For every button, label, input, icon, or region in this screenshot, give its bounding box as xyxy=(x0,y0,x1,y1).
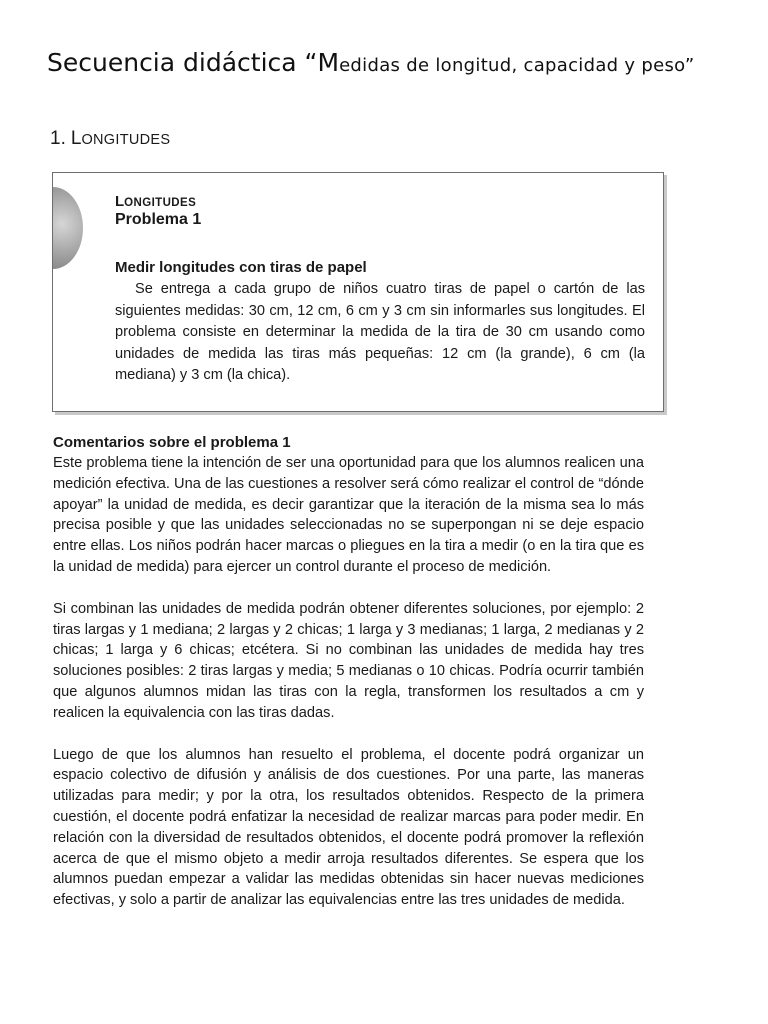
problem-kicker-rest: ONGITUDES xyxy=(124,197,197,209)
problem-box xyxy=(52,172,664,412)
document-title-rest: edidas de longitud, capacidad y peso” xyxy=(339,55,695,76)
problem-subtitle: Medir longitudes con tiras de papel xyxy=(115,259,367,276)
problem-kicker-initial: L xyxy=(115,193,125,210)
comments-paragraph: Este problema tiene la intención de ser una oportunidad para que los alumnos realicen una medición efectiva. Una de las cuestiones a resolver será cómo realizar el control de “dónde apoyar” la unidad de medida, es decir garantizar que la iteración de la misma sea lo más precisa posible y que las unidades seleccionadas no se superpongan ni se deje espacio entre ellas. Los niños podrán hacer marcas o pliegues en la tira a medir (o en la tira que es la unidad de medida) para ejercer un control durante el proceso de medición. xyxy=(53,455,644,575)
document-title-lead: Secuencia didáctica “M xyxy=(47,48,340,77)
problem-label: Problema 1 xyxy=(115,211,202,228)
comments-section xyxy=(53,432,644,911)
document-title xyxy=(47,42,737,84)
comments-paragraph: Luego de que los alumnos han resuelto el problema, el docente podrá organizar un espacio colectivo de difusión y análisis de dos cuestiones. Por una parte, las maneras utilizadas para medir; y por la otra, los resultados obtenidos. Respecto de la primera cuestión, el docente podrá enfatizar la necesidad de realizar marcas para poder medir. En relación con la diversidad de resultados obtenidos, el docente podrá promover la reflexión acerca de que el mismo objeto a medir arroja resultados diferentes. Se espera que los alumnos puedan empezar a validar las medidas obtenidas sin hacer nuevas mediciones efectivas, y solo a partir de analizar las equivalencias entre las tres unidades de medida. xyxy=(53,746,644,909)
section-number: 1. xyxy=(50,128,66,149)
problem-body: Se entrega a cada grupo de niños cuatro tiras de papel o cartón de las siguientes medidas: 30 cm, 12 cm, 6 cm y 3 cm sin informarles sus longitudes. El problema consiste en determinar la medida de la tira de 30 cm usando como unidades de medida las tiras más pequeñas: 12 cm (la grande), 6 cm (la mediana) y 3 cm (la chica). xyxy=(115,281,645,384)
comments-paragraph: Si combinan las unidades de medida podrán obtener diferentes soluciones, por ejemplo: 2 tiras largas y 1 mediana; 2 largas y 2 chicas; 1 larga y 3 medianas; 1 larga, 2 medianas y 2 chicas; 1 larga y 6 chicas; etcétera. Si no combinan las unidades de medida hay tres soluciones posibles: 2 tiras largas y media; 5 medianas o 10 chicas. Podría ocurrir también que algunos alumnos midan las tiras con la regla, transformen los resultados a cm y realicen la equivalencia con las tiras dadas. xyxy=(53,600,644,721)
problem-kicker xyxy=(115,193,196,211)
section-title-initial: L xyxy=(70,128,82,149)
section-heading xyxy=(50,128,170,150)
moon-icon xyxy=(23,187,83,269)
section-title-rest: ONGITUDES xyxy=(81,132,171,148)
comments-heading: Comentarios sobre el problema 1 xyxy=(53,434,291,451)
